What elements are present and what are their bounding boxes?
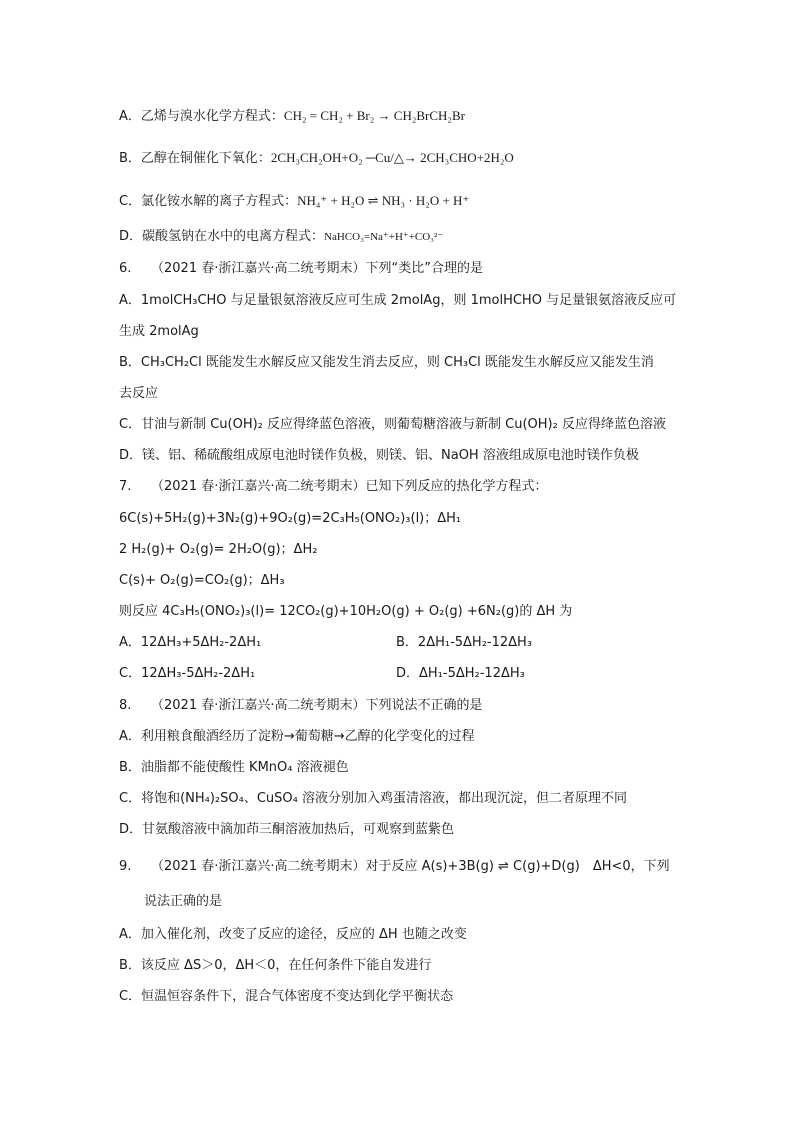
q7-option-a: A．12ΔH₃+5ΔH₂-2ΔH₁: [119, 635, 262, 650]
q5-option-b-label: B．乙醇在铜催化下氧化：: [119, 151, 271, 166]
q5-option-d-equation: NaHCO₃=Na⁺+H⁺+CO₃²⁻: [324, 231, 444, 243]
q7-stem-text: （2021 春·浙江嘉兴·高二统考期末）已知下列反应的热化学方程式：: [151, 479, 548, 494]
q7-equation-2: 2 H₂(g)+ O₂(g)= 2H₂O(g)；ΔH₂: [119, 542, 318, 557]
q5-option-c: [119, 192, 469, 211]
q7-option-b: B．2ΔH₁-5ΔH₂-12ΔH₃: [396, 635, 533, 650]
q5-option-a-label: A．乙烯与溴水化学方程式：: [119, 109, 284, 124]
q9-number: 9.: [119, 859, 132, 874]
q9-stem-line2: 说法正确的是: [144, 894, 223, 909]
q7-equation-3: C(s)+ O₂(g)=CO₂(g)；ΔH₃: [119, 573, 285, 588]
q8-option-b: B．油脂都不能使酸性 KMnO₄ 溶液褪色: [119, 760, 349, 775]
q8-option-c: C．将饱和(NH₄)₂SO₄、CuSO₄ 溶液分别加入鸡蛋清溶液，都出现沉淀，但二者原理不同: [119, 791, 627, 806]
q5-option-d: [119, 228, 443, 246]
q7-number: 7.: [119, 479, 132, 494]
q9-stem: [119, 858, 670, 876]
q7-question: 则反应 4C₃H₅(ONO₂)₃(l)= 12CO₂(g)+10H₂O(g) + O₂(g) +6N₂(g)的 ΔH 为: [119, 604, 573, 619]
q5-option-a: [119, 107, 465, 126]
q5-option-d-label: D．碳酸氢钠在水中的电离方程式：: [119, 229, 325, 244]
q5-option-b-equation: 2CH₃CH₂OH+O₂ ─Cu/△→ 2CH₃CHO+2H₂O: [270, 150, 514, 165]
q6-option-b-line1: B．CH₃CH₂Cl 既能发生水解反应又能发生消去反应，则 CH₃Cl 既能发生水解反应又能发生消: [119, 355, 654, 370]
q8-option-a: A．利用粮食酿酒经历了淀粉→葡萄糖→乙醇的化学变化的过程: [119, 729, 475, 744]
q9-option-c: C．恒温恒容条件下，混合气体密度不变达到化学平衡状态: [119, 989, 454, 1004]
q6-option-a-line1: A．1molCH₃CHO 与足量银氨溶液反应可生成 2molAg，则 1molHCHO 与足量银氨溶液反应可: [119, 293, 677, 308]
q6-option-d: D．镁、铝、稀硫酸组成原电池时镁作负极，则镁、铝、NaOH 溶液组成原电池时镁作负极: [119, 448, 639, 463]
q7-equation-1: 6C(s)+5H₂(g)+3N₂(g)+9O₂(g)=2C₃H₅(ONO₂)₃(l)；ΔH₁: [119, 511, 462, 526]
q5-option-c-equation: NH₄⁺ + H₂O ⇌ NH₃ · H₂O + H⁺: [297, 193, 470, 208]
q9-option-b: B．该反应 ΔS＞0，ΔH＜0，在任何条件下能自发进行: [119, 958, 432, 973]
q7-option-d: D．ΔH₁-5ΔH₂-12ΔH₃: [396, 666, 525, 681]
q9-stem-text: （2021 春·浙江嘉兴·高二统考期末）对于反应 A(s)+3B(g) ⇌ C(g)+D(g) ΔH<0，下列: [151, 859, 670, 874]
q8-stem-text: （2021 春·浙江嘉兴·高二统考期末）下列说法不正确的是: [151, 698, 483, 713]
q8-number: 8.: [119, 698, 132, 713]
q8-option-d: D．甘氨酸溶液中滴加茚三酮溶液加热后，可观察到蓝紫色: [119, 822, 455, 837]
q7-stem: [119, 478, 547, 496]
q6-stem-text: （2021 春·浙江嘉兴·高二统考期末）下列“类比”合理的是: [151, 261, 483, 276]
q5-option-b: [119, 149, 514, 168]
q5-option-a-equation: CH₂ = CH₂ + Br₂ → CH₂BrCH₂Br: [283, 108, 465, 123]
q6-stem: [119, 260, 483, 278]
q7-option-c: C．12ΔH₃-5ΔH₂-2ΔH₁: [119, 666, 256, 681]
q6-option-c: C．甘油与新制 Cu(OH)₂ 反应得绛蓝色溶液，则葡萄糖溶液与新制 Cu(OH)₂ 反应得绛蓝色溶液: [119, 417, 666, 432]
q6-option-b-line2: 去反应: [119, 386, 159, 401]
q9-option-a: A．加入催化剂，改变了反应的途径，反应的 ΔH 也随之改变: [119, 927, 467, 942]
q8-stem: [119, 697, 482, 715]
q6-number: 6.: [119, 261, 132, 276]
q5-option-c-label: C．氯化铵水解的离子方程式：: [119, 194, 298, 209]
q6-option-a-line2: 生成 2molAg: [119, 324, 199, 339]
